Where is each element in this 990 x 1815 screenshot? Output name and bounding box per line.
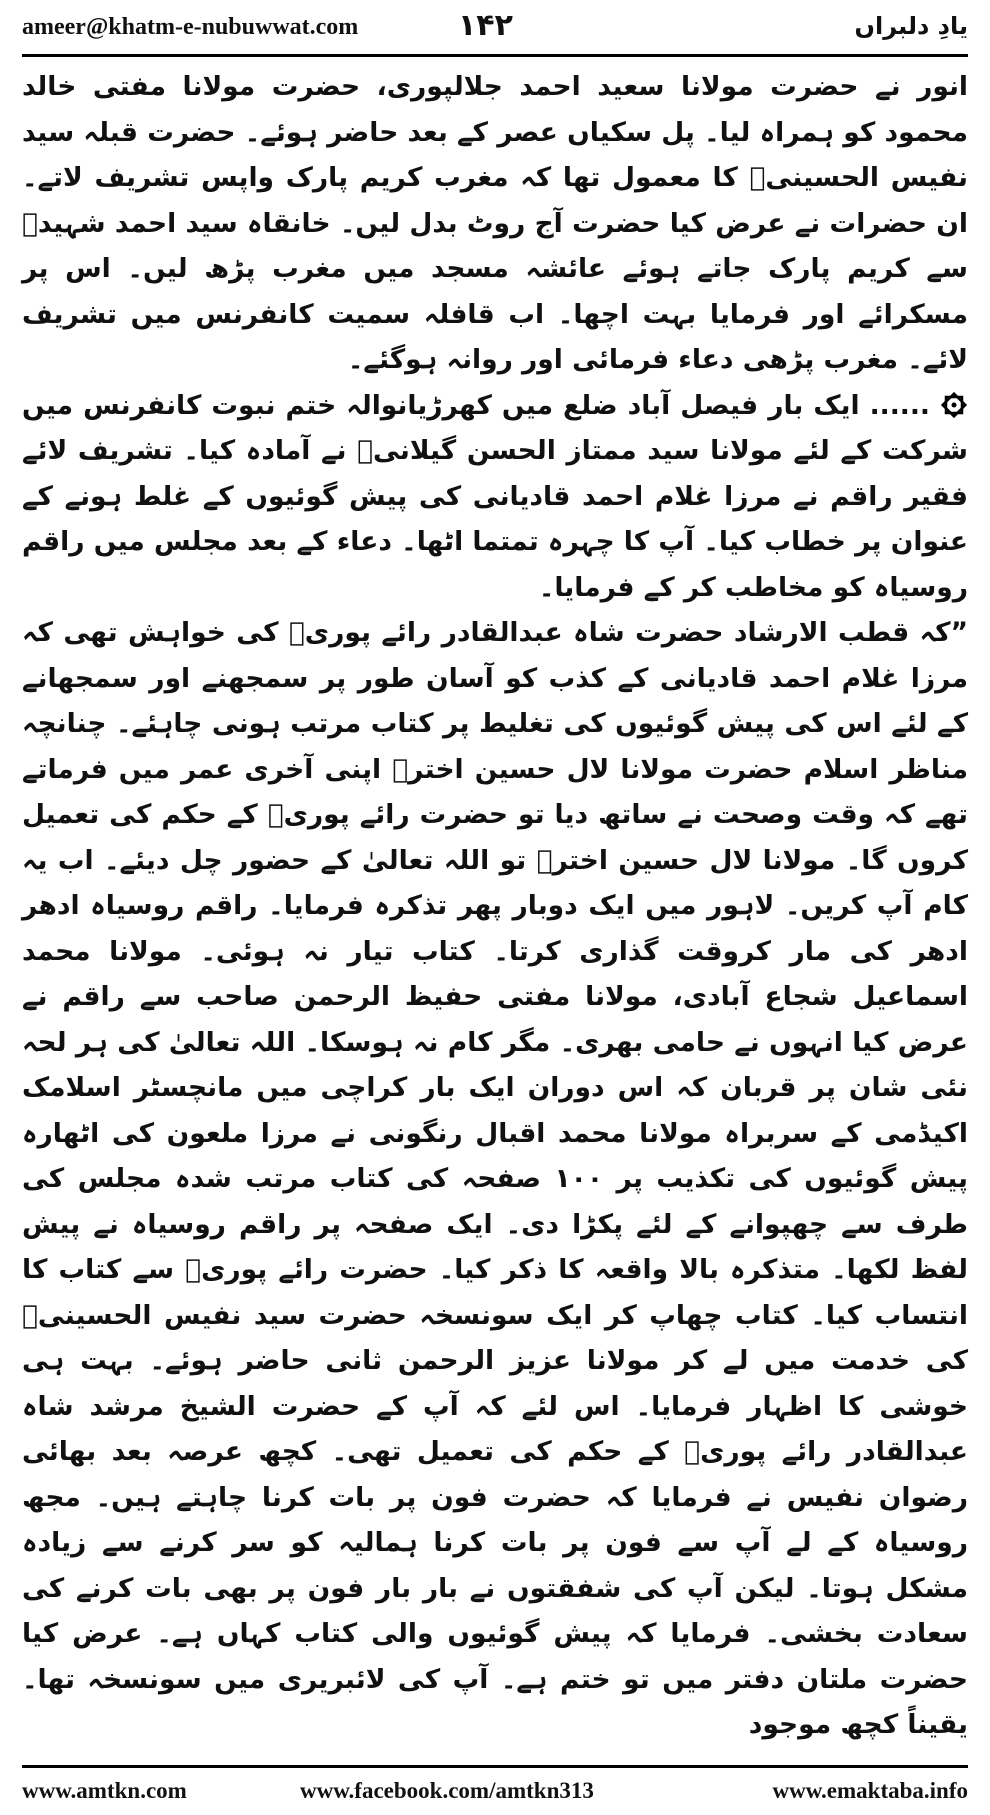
header-email: ameer@khatm-e-nubuwwat.com <box>22 14 359 40</box>
paragraph-1: انور نے حضرت مولانا سعید احمد جلالپوری، حضرت مولانا مفتی خالد محمود کو ہمراہ لیا۔ پل سکیاں عصر کے بعد حاضر ہوئے۔ حضرت قبلہ سید نفیس الحسینیؒ کا معمول تھا کہ مغرب کریم پارک واپس تشریف لاتے۔ ان حضرات نے عرض کیا حضرت آج روٹ بدل لیں۔ خانقاہ سید احمد شہیدؒ سے کریم پارک جاتے ہوئے عائشہ مسجد میں مغرب پڑھ لیں۔ اس پر مسکرائے اور فرمایا بہت اچھا۔ اب قافلہ سمیت کانفرنس میں تشریف لائے۔ مغرب پڑھی دعاء فرمائی اور روانہ ہوگئے۔ <box>22 71 968 375</box>
page-number: ۱۴۲ <box>458 8 513 43</box>
page-header <box>0 0 990 58</box>
paragraph-2 <box>22 383 968 611</box>
footer-link-emaktaba[interactable]: www.emaktaba.info <box>772 1778 968 1803</box>
footer-link-facebook[interactable]: www.facebook.com/amtkn313 <box>300 1778 594 1803</box>
header-rule <box>22 54 968 57</box>
page-footer <box>0 1774 990 1810</box>
book-title: یادِ دلبراں <box>854 12 968 40</box>
ornament-star-icon <box>940 391 968 419</box>
page-body <box>22 64 968 1748</box>
paragraph-2-text: ...... ایک بار فیصل آباد ضلع میں کھرڑیانوالہ ختم نبوت کانفرنس میں شرکت کے لئے مولانا سید ممتاز الحسن گیلانیؒ نے آمادہ کیا۔ تشریف لائے فقیر راقم نے مرزا غلام احمد قادیانی کی پیش گوئیوں کے غلط ہونے کے عنوان پر خطاب کیا۔ آپ کا چہرہ تمتما اٹھا۔ دعاء کے بعد مجلس میں راقم روسیاہ کو مخاطب کر کے فرمایا۔ <box>22 389 968 603</box>
paragraph-3-quote: ”کہ قطب الارشاد حضرت شاہ عبدالقادر رائے پوریؒ کی خواہش تھی کہ مرزا غلام احمد قادیانی کے کذب کو آسان طور پر سمجھنے اور سمجھانے کے لئے اس کی پیش گوئیوں کی تغلیط پر کتاب مرتب ہونی چاہئے۔ چنانچہ مناظر اسلام حضرت مولانا لال حسین اخترؒ اپنی آخری عمر میں فرماتے تھے کہ وقت وصحت نے ساتھ دیا تو حضرت رائے پوریؒ کے حکم کی تعمیل کروں گا۔ مولانا لال حسین اخترؒ تو اللہ تعالیٰ کے حضور چل دیئے۔ اب یہ کام آپ کریں۔ لاہور میں ایک دوبار پھر تذکرہ فرمایا۔ راقم روسیاہ ادھر ادھر کی مار کروقت گذاری کرتا۔ کتاب تیار نہ ہوئی۔ مولانا محمد اسماعیل شجاع آبادی، مولانا مفتی حفیظ الرحمن صاحب سے راقم نے عرض کیا انہوں نے حامی بھری۔ مگر کام نہ ہوسکا۔ اللہ تعالیٰ کی ہر لحہ نئی شان پر قربان کہ اس دوران ایک بار کراچی میں مانچسٹر اسلامک اکیڈمی کے سربراہ مولانا محمد اقبال رنگونی نے مرزا ملعون کی اٹھارہ پیش گوئیوں کی تکذیب پر ۱۰۰ صفحہ کی کتاب مرتب شدہ مجلس کی طرف سے چھپوانے کے لئے پکڑا دی۔ ایک صفحہ پر راقم روسیاہ نے پیش لفظ لکھا۔ متذکرہ بالا واقعہ کا ذکر کیا۔ حضرت رائے پوریؒ سے کتاب کا انتساب کیا۔ کتاب چھاپ کر ایک سونسخہ حضرت سید نفیس الحسینیؒ کی خدمت میں لے کر مولانا عزیز الرحمن ثانی حاضر ہوئے۔ بہت ہی خوشی کا اظہار فرمایا۔ اس لئے کہ آپ کے حضرت الشیخ مرشد شاہ عبدالقادر رائے پوریؒ کے حکم کی تعمیل تھی۔ کچھ عرصہ بعد بھائی رضوان نفیس نے فرمایا کہ حضرت فون پر بات کرنا چاہتے ہیں۔ مجھ روسیاہ کے لے آپ سے فون پر بات کرنا ہمالیہ کو سر کرنے سے زیادہ مشکل ہوتا۔ لیکن آپ کی شفقتوں نے بار بار فون پر بھی بات کرنے کی سعادت بخشی۔ فرمایا کہ پیش گوئیوں والی کتاب کہاں ہے۔ عرض کیا حضرت ملتان دفتر میں تو ختم ہے۔ آپ کی لائبریری میں سونسخہ تھا۔ یقیناً کچھ موجود <box>22 617 968 1740</box>
footer-link-amtkn[interactable]: www.amtkn.com <box>22 1778 187 1803</box>
footer-rule <box>22 1765 968 1768</box>
